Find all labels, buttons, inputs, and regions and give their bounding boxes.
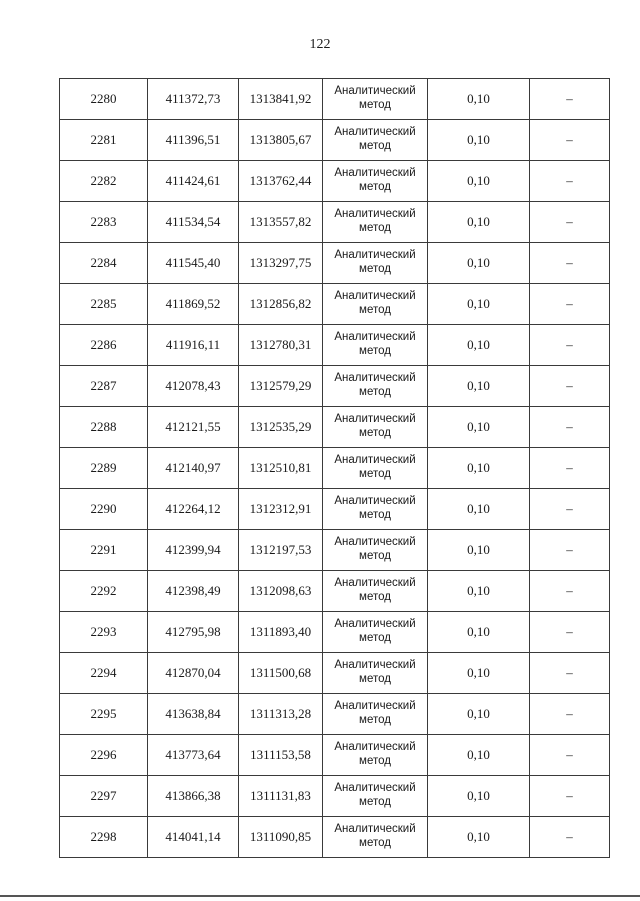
x-coordinate-cell: 411372,73 [148,79,239,120]
method-cell [323,530,428,571]
method-line-2: метод [359,837,391,849]
method-line-1: Аналитический [334,618,416,630]
x-coordinate-cell: 412398,49 [148,571,239,612]
method-cell [323,448,428,489]
point-number-cell: 2283 [60,202,148,243]
point-number-cell: 2289 [60,448,148,489]
x-coordinate-cell: 412870,04 [148,653,239,694]
method-line-2: метод [359,345,391,357]
y-coordinate-cell: 1313841,92 [239,79,323,120]
accuracy-cell: 0,10 [428,202,530,243]
method-line-1: Аналитический [334,290,416,302]
method-line-1: Аналитический [334,577,416,589]
table-row [60,571,610,612]
x-coordinate-cell: 413638,84 [148,694,239,735]
method-line-1: Аналитический [334,741,416,753]
x-coordinate-cell: 411424,61 [148,161,239,202]
note-cell: – [530,120,610,161]
method-line-1: Аналитический [334,167,416,179]
accuracy-cell: 0,10 [428,776,530,817]
note-cell: – [530,202,610,243]
accuracy-cell: 0,10 [428,325,530,366]
note-cell: – [530,284,610,325]
x-coordinate-cell: 412399,94 [148,530,239,571]
table-row [60,407,610,448]
note-cell: – [530,530,610,571]
method-line-1: Аналитический [334,782,416,794]
x-coordinate-cell: 412795,98 [148,612,239,653]
table-body [60,79,610,858]
table-row [60,366,610,407]
table-row [60,120,610,161]
y-coordinate-cell: 1311893,40 [239,612,323,653]
point-number-cell: 2292 [60,571,148,612]
method-cell [323,325,428,366]
method-line-1: Аналитический [334,85,416,97]
table-row [60,161,610,202]
point-number-cell: 2288 [60,407,148,448]
accuracy-cell: 0,10 [428,120,530,161]
accuracy-cell: 0,10 [428,735,530,776]
point-number-cell: 2286 [60,325,148,366]
x-coordinate-cell: 411545,40 [148,243,239,284]
note-cell: – [530,571,610,612]
accuracy-cell: 0,10 [428,571,530,612]
method-line-2: метод [359,222,391,234]
y-coordinate-cell: 1312579,29 [239,366,323,407]
method-cell [323,407,428,448]
method-line-2: метод [359,755,391,767]
method-line-2: метод [359,591,391,603]
y-coordinate-cell: 1311500,68 [239,653,323,694]
note-cell: – [530,817,610,858]
method-cell [323,776,428,817]
point-number-cell: 2298 [60,817,148,858]
method-cell [323,366,428,407]
note-cell: – [530,79,610,120]
table-row [60,612,610,653]
point-number-cell: 2280 [60,79,148,120]
y-coordinate-cell: 1311090,85 [239,817,323,858]
accuracy-cell: 0,10 [428,407,530,448]
note-cell: – [530,407,610,448]
y-coordinate-cell: 1313297,75 [239,243,323,284]
accuracy-cell: 0,10 [428,817,530,858]
point-number-cell: 2294 [60,653,148,694]
table-row [60,79,610,120]
coordinates-table [59,78,610,858]
y-coordinate-cell: 1311153,58 [239,735,323,776]
note-cell: – [530,325,610,366]
method-line-2: метод [359,714,391,726]
method-line-1: Аналитический [334,495,416,507]
method-line-1: Аналитический [334,536,416,548]
y-coordinate-cell: 1311313,28 [239,694,323,735]
note-cell: – [530,243,610,284]
x-coordinate-cell: 411396,51 [148,120,239,161]
method-cell [323,284,428,325]
point-number-cell: 2285 [60,284,148,325]
x-coordinate-cell: 412078,43 [148,366,239,407]
point-number-cell: 2296 [60,735,148,776]
point-number-cell: 2295 [60,694,148,735]
method-cell [323,489,428,530]
point-number-cell: 2284 [60,243,148,284]
table-row [60,735,610,776]
method-cell [323,79,428,120]
note-cell: – [530,694,610,735]
method-cell [323,817,428,858]
y-coordinate-cell: 1313762,44 [239,161,323,202]
x-coordinate-cell: 412121,55 [148,407,239,448]
method-line-1: Аналитический [334,331,416,343]
method-line-2: метод [359,304,391,316]
y-coordinate-cell: 1313557,82 [239,202,323,243]
point-number-cell: 2281 [60,120,148,161]
method-line-2: метод [359,468,391,480]
method-line-1: Аналитический [334,249,416,261]
point-number-cell: 2282 [60,161,148,202]
x-coordinate-cell: 411916,11 [148,325,239,366]
method-line-2: метод [359,263,391,275]
accuracy-cell: 0,10 [428,489,530,530]
y-coordinate-cell: 1312197,53 [239,530,323,571]
method-line-2: метод [359,796,391,808]
accuracy-cell: 0,10 [428,161,530,202]
point-number-cell: 2293 [60,612,148,653]
note-cell: – [530,366,610,407]
method-line-1: Аналитический [334,126,416,138]
accuracy-cell: 0,10 [428,653,530,694]
note-cell: – [530,612,610,653]
point-number-cell: 2287 [60,366,148,407]
method-line-2: метод [359,140,391,152]
table-row [60,489,610,530]
note-cell: – [530,489,610,530]
method-line-2: метод [359,550,391,562]
note-cell: – [530,776,610,817]
accuracy-cell: 0,10 [428,79,530,120]
table-row [60,202,610,243]
accuracy-cell: 0,10 [428,366,530,407]
method-line-1: Аналитический [334,413,416,425]
table-row [60,776,610,817]
page-number: 122 [309,37,331,52]
method-line-2: метод [359,99,391,111]
method-line-1: Аналитический [334,208,416,220]
x-coordinate-cell: 414041,14 [148,817,239,858]
note-cell: – [530,735,610,776]
table-row [60,694,610,735]
method-line-2: метод [359,181,391,193]
accuracy-cell: 0,10 [428,530,530,571]
y-coordinate-cell: 1312780,31 [239,325,323,366]
method-line-2: метод [359,386,391,398]
accuracy-cell: 0,10 [428,284,530,325]
method-cell [323,653,428,694]
x-coordinate-cell: 411534,54 [148,202,239,243]
method-line-1: Аналитический [334,454,416,466]
table-row [60,817,610,858]
y-coordinate-cell: 1313805,67 [239,120,323,161]
x-coordinate-cell: 413773,64 [148,735,239,776]
method-cell [323,243,428,284]
y-coordinate-cell: 1312312,91 [239,489,323,530]
method-cell [323,571,428,612]
note-cell: – [530,448,610,489]
accuracy-cell: 0,10 [428,694,530,735]
method-line-2: метод [359,509,391,521]
method-line-2: метод [359,632,391,644]
y-coordinate-cell: 1312856,82 [239,284,323,325]
y-coordinate-cell: 1312098,63 [239,571,323,612]
page-bottom-rule [0,895,640,897]
table-row [60,530,610,571]
x-coordinate-cell: 413866,38 [148,776,239,817]
point-number-cell: 2297 [60,776,148,817]
method-cell [323,612,428,653]
method-cell [323,202,428,243]
point-number-cell: 2290 [60,489,148,530]
x-coordinate-cell: 412264,12 [148,489,239,530]
y-coordinate-cell: 1312510,81 [239,448,323,489]
method-line-2: метод [359,427,391,439]
table-row [60,448,610,489]
x-coordinate-cell: 411869,52 [148,284,239,325]
table-row [60,284,610,325]
method-line-1: Аналитический [334,823,416,835]
method-cell [323,735,428,776]
accuracy-cell: 0,10 [428,612,530,653]
accuracy-cell: 0,10 [428,243,530,284]
method-line-1: Аналитический [334,659,416,671]
y-coordinate-cell: 1311131,83 [239,776,323,817]
method-cell [323,161,428,202]
method-line-1: Аналитический [334,372,416,384]
table-row [60,653,610,694]
accuracy-cell: 0,10 [428,448,530,489]
method-line-1: Аналитический [334,700,416,712]
note-cell: – [530,653,610,694]
point-number-cell: 2291 [60,530,148,571]
table-row [60,243,610,284]
x-coordinate-cell: 412140,97 [148,448,239,489]
method-line-2: метод [359,673,391,685]
y-coordinate-cell: 1312535,29 [239,407,323,448]
note-cell: – [530,161,610,202]
method-cell [323,120,428,161]
method-cell [323,694,428,735]
table-row [60,325,610,366]
